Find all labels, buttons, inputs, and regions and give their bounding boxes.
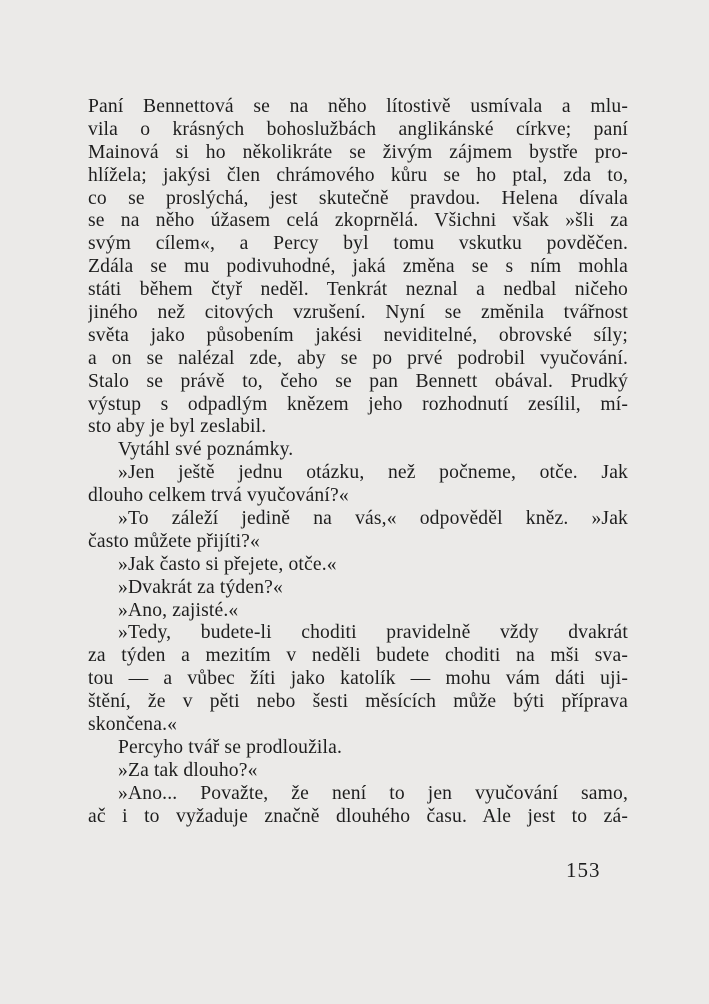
text-line: Zdála se mu podivuhodné, jaká změna se s ním mohla — [88, 256, 628, 278]
body-text — [88, 96, 628, 829]
text-line: Stalo se právě to, čeho se pan Bennett obával. Prudký — [88, 370, 628, 392]
text-line: ač i to vyžaduje značně dlouhého času. Ale jest to zá- — [88, 805, 628, 827]
text-line: státi během čtyř neděl. Tenkrát neznal a nedbal ničeho — [88, 279, 628, 301]
text-line: často můžete přijíti?« — [88, 530, 260, 552]
text-line: »Za tak dlouho?« — [118, 759, 258, 781]
text-line: »Tedy, budete-li choditi pravidelně vždy dvakrát — [118, 622, 628, 644]
text-line: »Jen ještě jednu otázku, než počneme, otče. Jak — [118, 462, 628, 484]
text-line: vila o krásných bohoslužbách anglikánské církve; paní — [88, 118, 628, 140]
text-line: co se proslýchá, jest skutečně pravdou. Helena dívala — [88, 187, 628, 209]
text-line: »Jak často si přejete, otče.« — [118, 553, 337, 575]
text-line: Mainová si ho několikráte se živým zájmem bystře pro- — [88, 141, 628, 163]
text-line: štění, že v pěti nebo šesti měsících může býti příprava — [88, 691, 628, 713]
text-line: Vytáhl své poznámky. — [118, 439, 294, 461]
text-line: »Ano... Považte, že není to jen vyučování samo, — [118, 782, 628, 804]
text-line: za týden a mezitím v neděli budete choditi na mši sva- — [88, 645, 628, 667]
text-line: svým cílem«, a Percy byl tomu vskutku povděčen. — [88, 233, 628, 255]
text-line: jiného než citových vzrušení. Nyní se změnila tvářnost — [88, 302, 628, 324]
page-number: 153 — [566, 858, 601, 882]
text-line: »Dvakrát za týden?« — [118, 576, 283, 598]
text-line: tou — a vůbec žíti jako katolík — mohu vám dáti uji- — [88, 668, 628, 690]
text-line: »Ano, zajisté.« — [118, 599, 239, 621]
text-line: sto aby je byl zeslabil. — [88, 416, 267, 438]
text-line: Paní Bennettová se na něho lítostivě usmívala a mlu- — [88, 96, 628, 117]
text-line: se na něho úžasem celá zkoprnělá. Všichni však »šli za — [88, 210, 628, 232]
text-line: »To záleží jedině na vás,« odpověděl kněz. »Jak — [118, 508, 628, 530]
text-line: skončena.« — [88, 714, 178, 736]
text-line: světa jako působením jakési neviditelné, obrovské síly; — [88, 324, 628, 346]
text-line: Percyho tvář se prodloužila. — [118, 736, 343, 758]
text-line: a on se nalézal zde, aby se po prvé podrobil vyučování. — [88, 347, 628, 369]
text-line: dlouho celkem trvá vyučování?« — [88, 485, 349, 507]
text-line: výstup s odpadlým knězem jeho rozhodnutí zesílil, mí- — [88, 393, 628, 415]
text-line: hlížela; jakýsi člen chrámového kůru se ho ptal, zda to, — [88, 164, 628, 186]
